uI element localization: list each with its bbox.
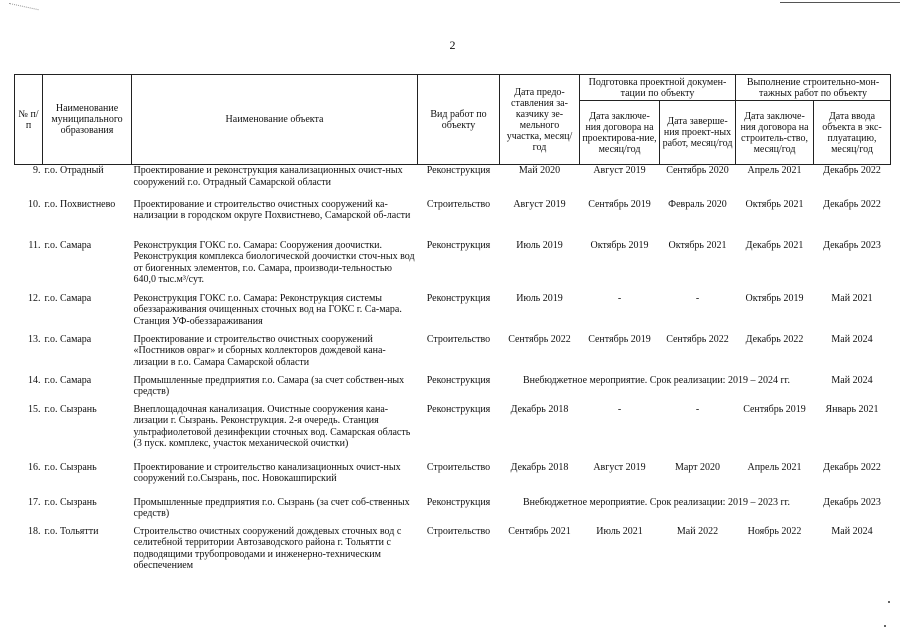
commission-cell: Декабрь 2022 bbox=[823, 198, 881, 210]
design-contract-cell: Август 2019 bbox=[593, 165, 646, 176]
scan-edge-line bbox=[780, 2, 900, 3]
build-contract-cell: Ноябрь 2022 bbox=[747, 525, 802, 537]
land-date-cell: Сентябрь 2021 bbox=[508, 525, 571, 537]
scan-dot bbox=[888, 601, 890, 603]
municipality-cell: г.о. Сызрань bbox=[44, 403, 97, 415]
work-type-cell: Строительство bbox=[426, 198, 491, 210]
municipality-cell: г.о. Самара bbox=[44, 333, 92, 345]
header-design-finish: Дата заверше-ния проект-ных работ, месяц/год bbox=[660, 101, 736, 165]
table-row bbox=[15, 526, 891, 576]
row-number: 10. bbox=[28, 198, 41, 210]
municipality-cell: г.о. Похвистнево bbox=[44, 198, 116, 210]
commission-cell: Декабрь 2023 bbox=[823, 496, 881, 508]
table-row bbox=[15, 497, 891, 526]
table-row bbox=[15, 334, 891, 375]
build-contract-cell: Декабрь 2021 bbox=[745, 239, 804, 251]
work-type-cell: Строительство bbox=[426, 525, 491, 537]
table-row bbox=[15, 375, 891, 404]
offbudget-note-cell: Внебюджетное мероприятие. Срок реализации: 2019 – 2023 гг. bbox=[522, 496, 791, 508]
row-number: 11. bbox=[28, 239, 41, 251]
land-date-cell: Июль 2019 bbox=[516, 292, 563, 304]
build-contract-cell: Декабрь 2022 bbox=[745, 333, 804, 345]
object-name-cell: Проектирование и строительство очистных сооружений ка-нализации в городском округе Похвистнево, Самарской об-ласти bbox=[133, 198, 411, 221]
object-name-cell: Реконструкция ГОКС г.о. Самара: Сооружения доочистки. Реконструкция комплекса биологической доочистки сточ-ных вод от биогенных элементов, г.о. Самара, производи-тельностью 640,0 тыс.м³/сут. bbox=[133, 239, 415, 285]
work-type-cell: Реконструкция bbox=[426, 496, 491, 508]
design-finish-cell: - bbox=[695, 292, 700, 304]
work-type-cell: Строительство bbox=[426, 333, 491, 345]
row-number: 18. bbox=[28, 525, 41, 537]
header-land-date: Дата предо-ставления за-казчику зе-мельного участка, месяц/год bbox=[500, 75, 580, 165]
municipality-cell: г.о. Отрадный bbox=[44, 165, 104, 176]
row-number: 14. bbox=[28, 374, 41, 386]
municipality-cell: г.о. Самара bbox=[44, 292, 92, 304]
land-date-cell: Декабрь 2018 bbox=[510, 461, 569, 473]
build-contract-cell: Апрель 2021 bbox=[747, 165, 802, 176]
table-row bbox=[15, 404, 891, 462]
commission-cell: Май 2021 bbox=[831, 292, 873, 304]
commission-cell: Декабрь 2023 bbox=[823, 239, 881, 251]
land-date-cell: Июль 2019 bbox=[516, 239, 563, 251]
design-contract-cell: Сентябрь 2019 bbox=[588, 333, 651, 345]
scan-artifact bbox=[7, 3, 38, 18]
build-contract-cell: Октябрь 2019 bbox=[745, 292, 804, 304]
scan-dot bbox=[884, 625, 886, 627]
municipality-cell: г.о. Тольятти bbox=[44, 525, 99, 537]
commission-cell: Май 2024 bbox=[831, 333, 873, 345]
design-contract-cell: - bbox=[617, 403, 622, 415]
header-num: № п/п bbox=[15, 75, 43, 165]
table-row bbox=[15, 293, 891, 334]
row-number: 16. bbox=[28, 461, 41, 473]
work-type-cell: Реконструкция bbox=[426, 239, 491, 251]
work-type-cell: Строительство bbox=[426, 461, 491, 473]
design-contract-cell: Октябрь 2019 bbox=[590, 239, 649, 251]
object-name-cell: Промышленные предприятия г.о. Сызрань (за счет соб-ственных средств) bbox=[133, 496, 410, 519]
commission-cell: Декабрь 2022 bbox=[823, 165, 881, 176]
land-date-cell: Май 2020 bbox=[518, 165, 561, 176]
header-design-group: Подготовка проектной докумен-тации по объекту bbox=[580, 75, 736, 101]
work-type-cell: Реконструкция bbox=[426, 165, 491, 176]
design-finish-cell: Сентябрь 2022 bbox=[666, 333, 729, 345]
work-type-cell: Реконструкция bbox=[426, 292, 491, 304]
table-row bbox=[15, 199, 891, 240]
work-type-cell: Реконструкция bbox=[426, 374, 491, 386]
row-number: 17. bbox=[28, 496, 41, 508]
build-contract-cell: Октябрь 2021 bbox=[745, 198, 804, 210]
object-name-cell: Промышленные предприятия г.о. Самара (за счет собствен-ных средств) bbox=[133, 374, 405, 397]
table-row bbox=[15, 240, 891, 293]
offbudget-note-cell: Внебюджетное мероприятие. Срок реализации: 2019 – 2024 гг. bbox=[522, 374, 791, 386]
table-row bbox=[15, 165, 891, 199]
object-name-cell: Проектирование и строительство очистных сооружений «Постников овраг» и сборных коллекторов дождевой кана-лизации в г.о. Самара Самарской области bbox=[133, 333, 386, 368]
object-name-cell: Проектирование и строительство канализационных очист-ных сооружений г.о.Сызрань, пос. Новокашпирский bbox=[133, 461, 401, 484]
municipality-cell: г.о. Самара bbox=[44, 239, 92, 251]
design-finish-cell: Сентябрь 2020 bbox=[666, 165, 729, 176]
municipality-cell: г.о. Сызрань bbox=[44, 496, 97, 508]
land-date-cell: Сентябрь 2022 bbox=[508, 333, 571, 345]
land-date-cell: Декабрь 2018 bbox=[510, 403, 569, 415]
objects-table bbox=[14, 74, 891, 576]
design-finish-cell: - bbox=[695, 403, 700, 415]
object-name-cell: Строительство очистных сооружений дождевых сточных вод с селитебной территории Автозаводского района г. Тольятти с подводящими трубопроводами и инженерно-техническим обеспечением bbox=[133, 525, 402, 571]
commission-cell: Май 2024 bbox=[831, 374, 873, 386]
object-name-cell: Проектирование и реконструкция канализационных очист-ных сооружений г.о. Отрадный Самарской области bbox=[133, 165, 403, 188]
header-municipality: Наименование муниципального образования bbox=[43, 75, 132, 165]
header-design-contract: Дата заключе-ния договора на проектирова-ние, месяц/год bbox=[580, 101, 660, 165]
row-number: 9. bbox=[33, 165, 41, 176]
header-object: Наименование объекта bbox=[132, 75, 418, 165]
design-finish-cell: Март 2020 bbox=[674, 461, 721, 473]
row-number: 15. bbox=[28, 403, 41, 415]
commission-cell: Январь 2021 bbox=[825, 403, 879, 415]
commission-cell: Декабрь 2022 bbox=[823, 461, 881, 473]
work-type-cell: Реконструкция bbox=[426, 403, 491, 415]
object-name-cell: Реконструкция ГОКС г.о. Самара: Реконструкция системы обеззараживания очищенных сточных вод на ГОКС г. Са-мара. Станция УФ-обеззараживания bbox=[133, 292, 402, 327]
build-contract-cell: Сентябрь 2019 bbox=[743, 403, 806, 415]
object-name-cell: Внеплощадочная канализация. Очистные сооружения кана-лизации г. Сызрань. Реконструкция. 2-я очередь. Станция ультрафиолетовой дезинфекции сточных вод. Самарская область (3 пуск. комплекс, участок механической очистки) bbox=[133, 403, 411, 449]
design-contract-cell: Июль 2021 bbox=[596, 525, 643, 537]
design-finish-cell: Февраль 2020 bbox=[668, 198, 727, 210]
table-row bbox=[15, 462, 891, 497]
header-build-contract: Дата заключе-ния договора на строитель-ство, месяц/год bbox=[736, 101, 814, 165]
municipality-cell: г.о. Самара bbox=[44, 374, 92, 386]
design-contract-cell: - bbox=[617, 292, 622, 304]
commission-cell: Май 2024 bbox=[831, 525, 873, 537]
municipality-cell: г.о. Сызрань bbox=[44, 461, 97, 473]
page-number: 2 bbox=[449, 38, 456, 52]
header-build-group: Выполнение строительно-мон-тажных работ по объекту bbox=[736, 75, 891, 101]
design-finish-cell: Май 2022 bbox=[676, 525, 719, 537]
row-number: 13. bbox=[28, 333, 41, 345]
header-work-type: Вид работ по объекту bbox=[418, 75, 500, 165]
design-finish-cell: Октябрь 2021 bbox=[668, 239, 727, 251]
design-contract-cell: Сентябрь 2019 bbox=[588, 198, 651, 210]
design-contract-cell: Август 2019 bbox=[593, 461, 646, 473]
build-contract-cell: Апрель 2021 bbox=[747, 461, 802, 473]
row-number: 12. bbox=[28, 292, 41, 304]
header-commission: Дата ввода объекта в экс-плуатацию, месяц/год bbox=[814, 101, 891, 165]
land-date-cell: Август 2019 bbox=[513, 198, 566, 210]
